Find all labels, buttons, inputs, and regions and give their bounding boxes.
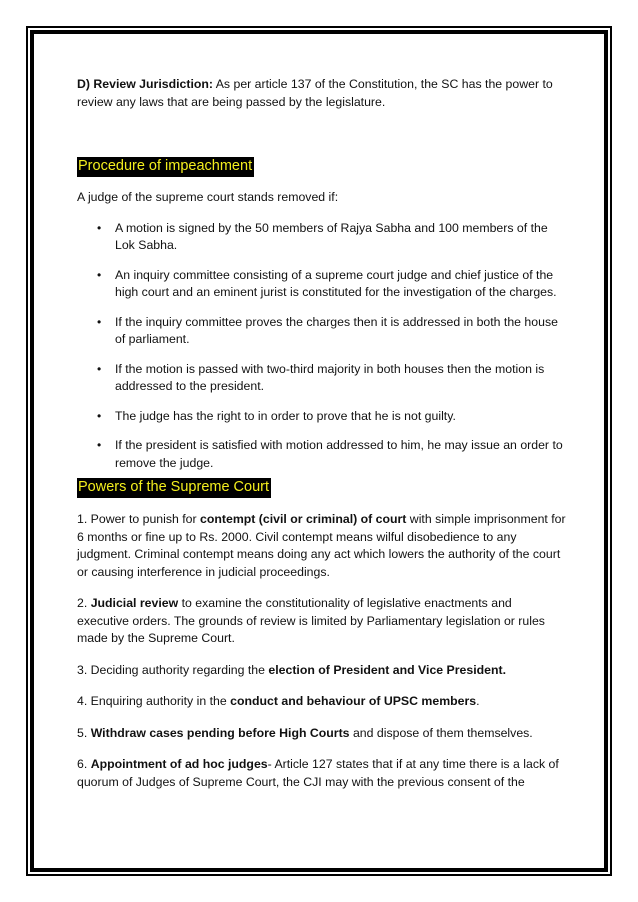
powers-item-4: 4. Enquiring authority in the conduct and behaviour of UPSC members. <box>77 694 480 708</box>
powers-item-6: 6. Appointment of ad hoc judges- Article 127 states that if at any time there is a lack of quorum of Judges of Supreme Court, the CJI may with the previous consent of the <box>77 757 559 789</box>
powers-heading: Powers of the Supreme Court <box>77 478 271 498</box>
bullet-icon: • <box>97 220 102 235</box>
bullet-icon: • <box>97 408 102 423</box>
powers-item-2: 2. Judicial review to examine the constitutionality of legislative enactments and executive orders. The grounds of review is limited by Parliamentary legislation or rules made by the Supreme Court. <box>77 596 545 645</box>
review-jurisdiction-text: As per article 137 of the Constitution, the SC has the power to review any laws that are being passed by the legislature. <box>77 77 553 109</box>
review-jurisdiction-label: D) Review Jurisdiction: <box>77 77 213 91</box>
impeachment-intro: A judge of the supreme court stands removed if: <box>77 190 339 204</box>
bullet-icon: • <box>97 361 102 376</box>
review-jurisdiction-paragraph <box>77 76 567 111</box>
powers-item-3: 3. Deciding authority regarding the election of President and Vice President. <box>77 662 506 677</box>
powers-item-5: 5. Withdraw cases pending before High Courts and dispose of them themselves. <box>77 725 533 740</box>
list-item: • A motion is signed by the 50 members of Rajya Sabha and 100 members of the Lok Sabha. <box>97 220 548 252</box>
impeachment-bullet-list <box>77 220 567 473</box>
bullet-icon: • <box>97 314 102 329</box>
bullet-icon: • <box>97 438 102 452</box>
list-item: • An inquiry committee consisting of a supreme court judge and chief justice of the high court and an eminent jurist is constituted for the investigation of the charges. <box>97 267 557 299</box>
list-item: • The judge has the right to in order to prove that he is not guilty. <box>77 408 567 426</box>
bullet-icon: • <box>97 267 102 282</box>
impeachment-heading: Procedure of impeachment <box>77 157 254 177</box>
list-item: • If the president is satisfied with motion addressed to him, he may issue an order to remove the judge. <box>97 438 563 470</box>
document-body <box>77 76 567 805</box>
list-item: • If the inquiry committee proves the charges then it is addressed in both the house of parliament. <box>97 314 558 346</box>
powers-item-1: 1. Power to punish for contempt (civil or criminal) of court with simple imprisonment for 6 months or fine up to Rs. 2000. Civil contempt means wilful disobedience to any judgment. Criminal contempt means doing any act which lowers the authority of the court or causing interference in judicial proceedings. <box>77 512 566 579</box>
list-item: • If the motion is passed with two-third majority in both houses then the motion is addressed to the president. <box>97 361 545 393</box>
